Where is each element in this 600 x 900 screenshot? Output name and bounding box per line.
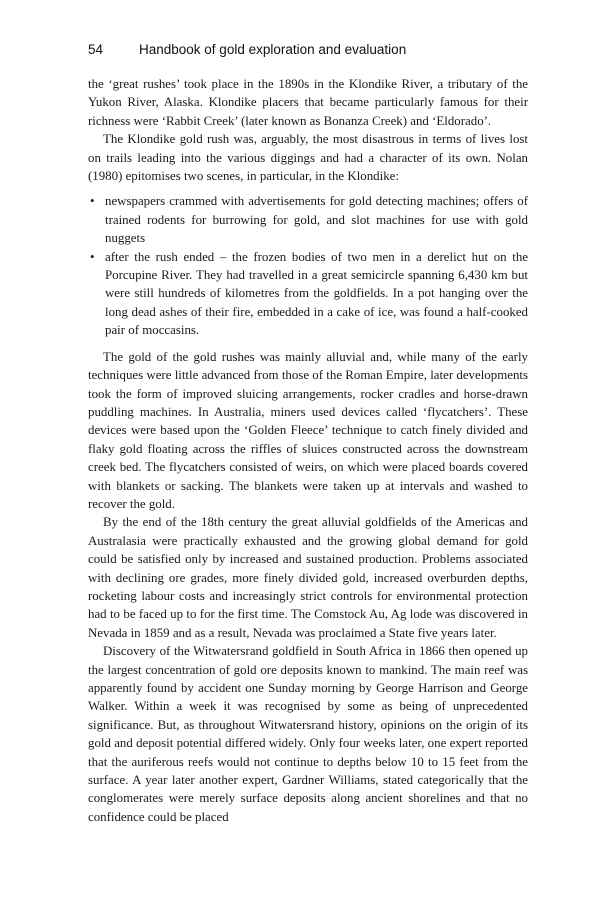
running-header xyxy=(88,42,528,57)
paragraph-witwatersrand: Discovery of the Witwatersrand goldfield in South Africa in 1866 then opened up the largest concentration of gold ore deposits known to mankind. The main reef was apparently found by accident one Sunday morning by George Harrison and George Walker. Within a week it was recognised by some as being of unprecedented significance. But, as throughout Witwatersrand history, opinions on the origin of its gold and deposit potential differed widely. Only four weeks later, one expert reported that the auriferous reefs would not continue to depths below 10 to 15 feet from the surface. A year later another expert, Gardner Williams, stated categorically that the conglomerates were merely surface deposits along ancient shorelines and that no confidence could be placed xyxy=(88,644,528,824)
bullet-item-newspapers xyxy=(88,192,528,247)
paragraph-klondike-rushes: the ‘great rushes’ took place in the 1890s in the Klondike River, a tributary of the Yukon River, Alaska. Klondike placers that became particularly famous for their richness were ‘Rabbit Creek’ (later known as Bonanza Creek) and ‘Eldorado’. xyxy=(88,77,528,128)
bullet-list xyxy=(88,192,528,339)
paragraph-alluvial-techniques: The gold of the gold rushes was mainly alluvial and, while many of the early techniques were little advanced from those of the Roman Empire, later developments took the form of improved sluicing arrangements, rocker cradles and horse-drawn puddling machines. In Australia, miners used devices called ‘flycatchers’. These devices were based upon the ‘Golden Fleece’ technique to catch finely divided and flaky gold floating across the riffles of sluices constructed across the downstream creek bed. The flycatchers consisted of weirs, on which were placed boards covered with blankets or sacking. The blankets were taken up at intervals and washed to recover the gold. xyxy=(88,349,528,511)
bullet-marker: • xyxy=(90,249,95,264)
paragraph-18th-century: By the end of the 18th century the great alluvial goldfields of the Americas and Australasia were practically exhausted and the growing global demand for gold could be satisfied only by increased and sustained production. Problems associated with declining ore grades, more finely divided gold, increased overburden depths, rocketing labour costs and increasingly strict controls for environmental protection had to be faced up to for the first time. The Comstock Au, Ag lode was discovered in Nevada in 1859 and as a result, Nevada was proclaimed a State five years later. xyxy=(88,515,528,640)
running-title: Handbook of gold exploration and evaluation xyxy=(139,42,407,57)
bullet-marker: • xyxy=(90,194,95,209)
bullet-text: after the rush ended – the frozen bodies of two men in a derelict hut on the Porcupine River. They had travelled in a great semicircle spanning 6,430 km but were still hundreds of kilometres from the goldfields. In a pot hanging over the long dead ashes of their fire, embedded in a cake of ice, was found a half-cooked pair of moccasins. xyxy=(105,249,528,338)
bullet-text: newspapers crammed with advertisements for gold detecting machines; offers of trained rodents for burrowing for gold, and slot machines for use with gold nuggets xyxy=(105,194,528,246)
paragraph-klondike-disaster: The Klondike gold rush was, arguably, the most disastrous in terms of lives lost on trails leading into the various diggings and had a character of its own. Nolan (1980) epitomises two scenes, in particular, in the Klondike: xyxy=(88,132,528,184)
body-text xyxy=(88,75,528,826)
bullet-item-frozen-bodies xyxy=(88,248,528,340)
page-number: 54 xyxy=(88,42,104,57)
